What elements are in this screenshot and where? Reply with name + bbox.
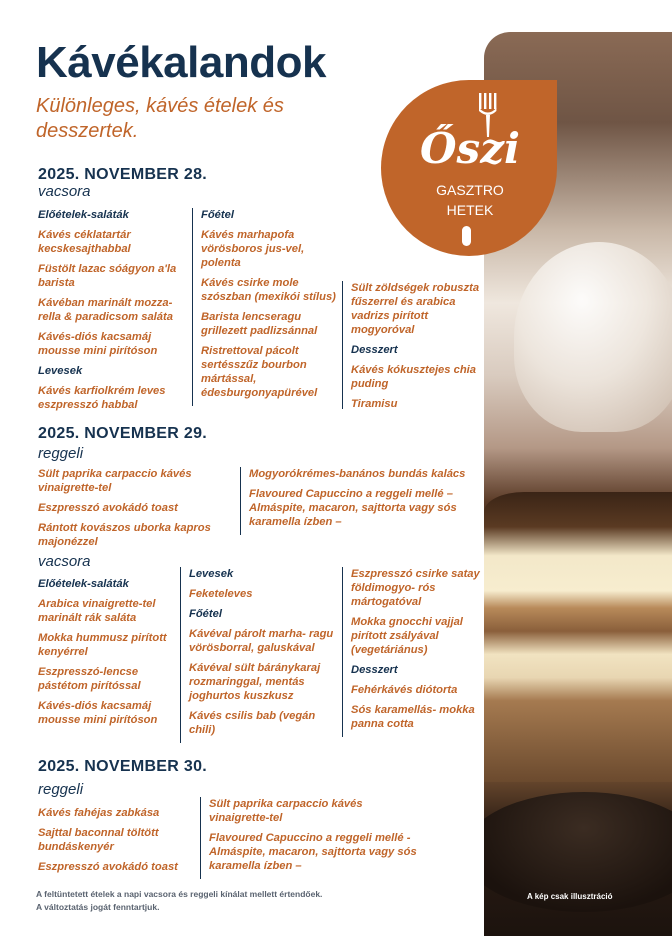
day1-meal: vacsora — [38, 183, 91, 200]
section-heading: Desszert — [351, 664, 398, 676]
page-title: Kávékalandok — [36, 38, 326, 87]
day2-col1 — [38, 577, 178, 733]
badge-drop-icon — [462, 226, 471, 246]
day2-breakfast-col2 — [240, 467, 470, 535]
menu-item: Mogyorókrémes-banános bundás kalács — [249, 468, 466, 480]
section-heading: Desszert — [351, 344, 398, 356]
day3-col1 — [38, 806, 200, 880]
menu-item: Kávés-diós kacsamáj mousse mini pirítóson — [38, 700, 158, 726]
footnote — [36, 888, 322, 914]
menu-item: Füstölt lazac sóágyon a'la barista — [38, 263, 177, 289]
section-heading: Főétel — [189, 608, 222, 620]
menu-item: Flavoured Capuccino a reggeli mellé – Almáspite, macaron, sajttorta vagy sós karamella ízben – — [249, 488, 457, 528]
page-subtitle: Különleges, kávés ételek és desszertek. — [36, 95, 284, 142]
badge-subtitle — [420, 180, 520, 220]
menu-item: Kávés karfiolkrém leves eszpresszó habbal — [38, 385, 166, 411]
tiramisu-image — [484, 492, 672, 782]
day2-breakfast-label: reggeli — [38, 445, 84, 462]
menu-item: Mokka hummusz pirított kenyérrel — [38, 632, 167, 658]
menu-item: Fehérkávés diótorta — [351, 684, 458, 696]
menu-item: Kávés marhapofa vörösboros jus-vel, polenta — [201, 229, 305, 269]
coffee-cup-image — [514, 242, 672, 432]
menu-item: Kávéval sült báránykaraj rozmaringgal, mentás joghurtos kuszkusz — [189, 662, 321, 702]
menu-item: Rántott kovászos uborka kapros majonézzel — [38, 522, 211, 548]
menu-item: Kávés fahéjas zabkása — [38, 807, 160, 819]
day2-col2 — [180, 567, 340, 743]
menu-item: Sült paprika carpaccio kávés vinaigrette-tel — [209, 798, 363, 824]
footnote-line-2: A változtatás jogát fenntartjuk. — [36, 902, 160, 912]
day1-col1 — [38, 208, 188, 418]
day3-date: 2025. NOVEMBER 30. — [38, 758, 208, 775]
menu-item: Kávés csirke mole szószban (mexikói stílus) — [201, 277, 336, 303]
menu-item: Kávés csilis bab (vegán chili) — [189, 710, 316, 736]
day2-col3 — [342, 567, 480, 737]
menu-item: Flavoured Capuccino a reggeli mellé - Almáspite, macaron, sajttorta vagy sós karamella ízben – — [209, 832, 417, 872]
menu-item: Eszpresszó-lencse pástétom pirítóssal — [38, 666, 141, 692]
menu-item: Kávés céklatartár kecskesajthabbal — [38, 229, 131, 255]
menu-item: Kávés kókusztejes chia puding — [351, 364, 476, 390]
menu-item: Eszpresszó csirke satay földimogyo- rós mártogatóval — [351, 568, 480, 608]
menu-item: Feketeleves — [189, 588, 253, 600]
section-heading: Főétel — [201, 209, 234, 221]
footnote-line-1: A feltüntetett ételek a napi vacsora és reggeli kínálat mellett értendőek. — [36, 889, 323, 899]
section-heading: Előételek-saláták — [38, 209, 129, 221]
menu-item: Eszpresszó avokádó toast — [38, 502, 178, 514]
menu-item: Barista lencseragu grillezett padlizsánnal — [201, 311, 318, 337]
menu-item: Tiramisu — [351, 398, 398, 410]
menu-item: Ristrettoval pácolt sertésszűz bourbon mártással, édesburgonyapürével — [201, 345, 318, 399]
day1-col3 — [342, 281, 480, 409]
menu-item: Eszpresszó avokádó toast — [38, 861, 178, 873]
menu-item: Sós karamellás- mokka panna cotta — [351, 704, 475, 730]
menu-item: Sajttal baconnal töltött bundáskenyér — [38, 827, 159, 853]
section-heading: Előételek-saláták — [38, 578, 129, 590]
badge-line-1: GASZTRO — [436, 182, 504, 198]
day2-dinner-label: vacsora — [38, 553, 91, 570]
menu-item: Arabica vinaigrette-tel marinált rák saláta — [38, 598, 156, 624]
day3-meal: reggeli — [38, 781, 84, 798]
badge-title: Őszi — [419, 124, 521, 173]
menu-item: Kávés-diós kacsamáj mousse mini pirítóson — [38, 331, 158, 357]
day2-breakfast-col1 — [38, 467, 238, 555]
badge-line-2: HETEK — [446, 202, 494, 218]
day1-date: 2025. NOVEMBER 28. — [38, 166, 208, 183]
day1-col2 — [192, 208, 342, 406]
menu-item: Sült zöldségek robuszta fűszerrel és arabica vadrizs pirított mogyoróval — [351, 282, 480, 336]
section-heading: Levesek — [189, 568, 234, 580]
menu-item: Mokka gnocchi vajjal pirított zsályával (vegetáriánus) — [351, 616, 463, 656]
menu-item: Sült paprika carpaccio kávés vinaigrette-tel — [38, 468, 192, 494]
menu-item: Kávéban marinált mozza- rella & paradicsom saláta — [38, 297, 173, 323]
section-heading: Levesek — [38, 365, 83, 377]
day2-date: 2025. NOVEMBER 29. — [38, 425, 208, 442]
day3-col2 — [200, 797, 420, 879]
photo-caption: A kép csak illusztráció — [527, 892, 613, 901]
menu-item: Kávéval párolt marha- ragu vörösborral, galuskával — [189, 628, 334, 654]
